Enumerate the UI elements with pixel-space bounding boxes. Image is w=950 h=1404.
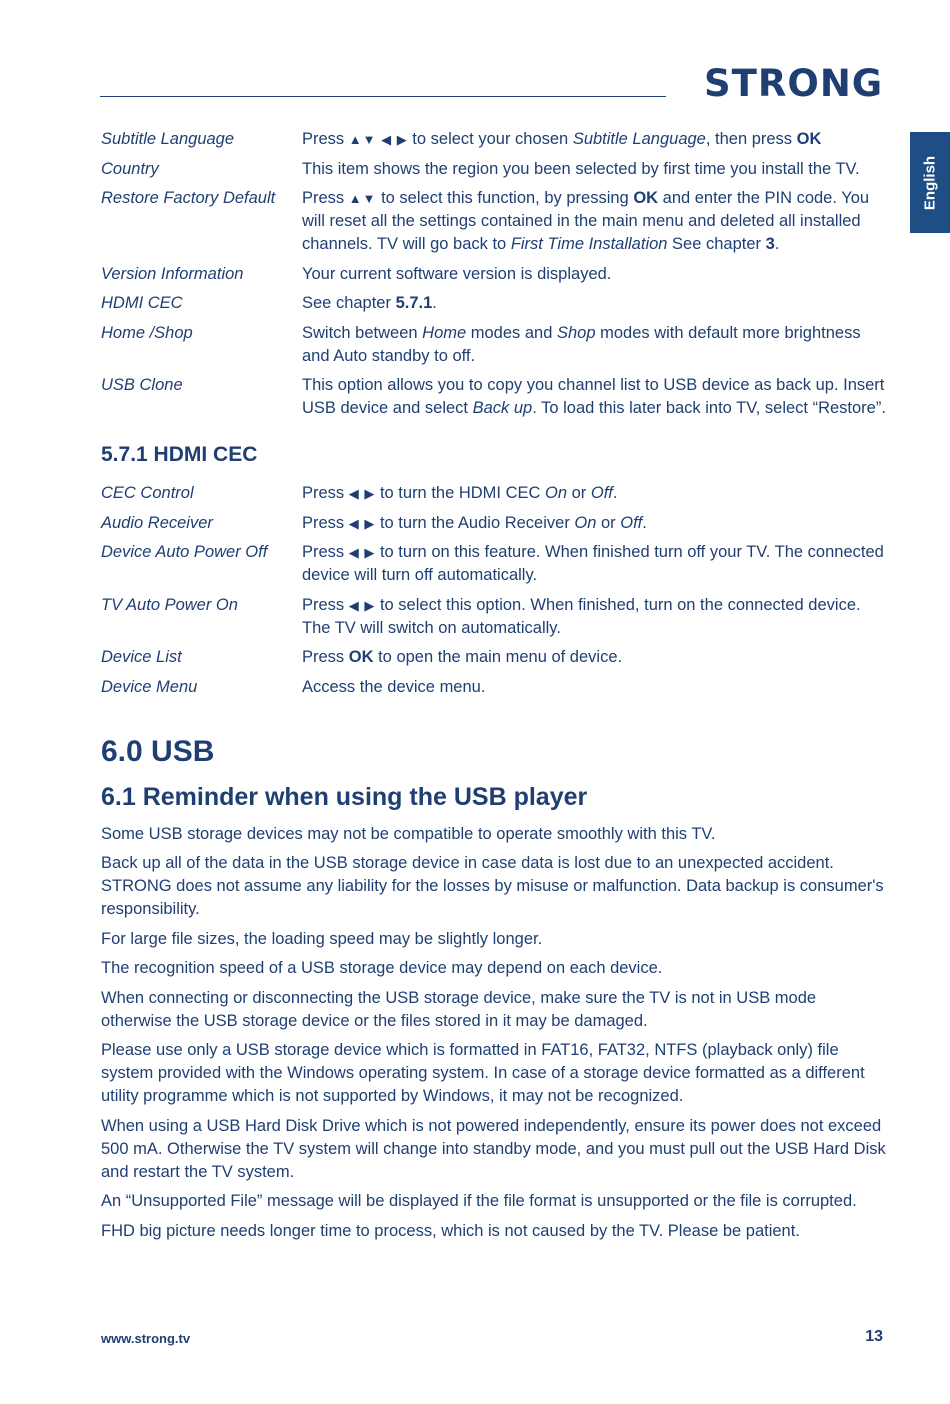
settings-list <box>101 128 886 420</box>
language-tab <box>910 132 950 233</box>
hdmi-cec-term: TV Auto Power On <box>101 595 238 614</box>
usb-paragraph: When using a USB Hard Disk Drive which is not powered independently, ensure its power does not exceed 500 mA. Otherwise the TV system will change into standby mode, and you must pull out the USB Hard Disk and restart the TV system. <box>101 1116 886 1181</box>
header-rule <box>100 96 666 97</box>
hdmi-cec-row <box>101 646 886 669</box>
hdmi-cec-description: Press ◀ ▶ to turn the HDMI CEC On or Off. <box>302 484 618 502</box>
usb-paragraph: FHD big picture needs longer time to process, which is not caused by the TV. Please be patient. <box>101 1221 800 1240</box>
setting-term: Restore Factory Default <box>101 189 276 207</box>
usb-reminder-heading: 6.1 Reminder when using the USB player <box>101 782 588 811</box>
hdmi-cec-term: CEC Control <box>101 484 194 502</box>
hdmi-cec-row <box>101 482 886 505</box>
hdmi-cec-term: Device List <box>101 648 182 666</box>
strong-logo: STRONG <box>704 62 884 105</box>
hdmi-cec-list <box>101 482 886 699</box>
usb-paragraph: For large file sizes, the loading speed may be slightly longer. <box>101 929 543 948</box>
usb-paragraph: Some USB storage devices may not be compatible to operate smoothly with this TV. <box>101 824 716 843</box>
setting-row <box>101 292 886 315</box>
hdmi-cec-row <box>101 676 886 699</box>
usb-paragraph: Please use only a USB storage device which is formatted in FAT16, FAT32, NTFS (playback only) file system provided with the Windows operating system. In case of a storage device formatted as a different utility programme which is not supported by Windows, it may not be recognized. <box>101 1041 865 1105</box>
setting-description: Press ▲▼ to select this function, by pressing OK and enter the PIN code. You will reset all the settings contained in the main menu and deleted all installed channels. TV will go back to First Time Installation See chapter 3. <box>302 189 870 253</box>
setting-row <box>101 322 886 368</box>
arrow-keys-icon: ◀ ▶ <box>348 597 376 613</box>
page-content <box>101 128 886 1249</box>
hdmi-cec-term: Audio Receiver <box>101 513 213 532</box>
setting-term: Home /Shop <box>101 323 193 342</box>
language-tab-label: English <box>921 155 939 210</box>
setting-term: Subtitle Language <box>101 130 235 148</box>
page-number: 13 <box>865 1328 883 1345</box>
setting-description: Press ▲▼ ◀ ▶ to select your chosen Subtitle Language, then press OK <box>302 130 822 148</box>
hdmi-cec-row <box>101 512 886 535</box>
usb-paragraphs <box>101 823 886 1243</box>
hdmi-cec-row <box>101 541 886 587</box>
setting-description: Your current software version is displayed. <box>302 264 612 283</box>
setting-row <box>101 158 886 181</box>
usb-paragraph: When connecting or disconnecting the USB storage device, make sure the TV is not in USB mode otherwise the USB storage device or the files stored in it may be damaged. <box>101 988 817 1030</box>
arrow-keys-icon: ◀ ▶ <box>348 545 376 560</box>
hdmi-cec-row <box>101 594 886 640</box>
setting-row <box>101 128 886 151</box>
hdmi-cec-term: Device Auto Power Off <box>101 543 268 561</box>
setting-description: See chapter 5.7.1. <box>302 294 437 312</box>
usb-paragraph: An “Unsupported File” message will be displayed if the file format is unsupported or the file is corrupted. <box>101 1192 857 1210</box>
setting-row <box>101 374 886 420</box>
hdmi-cec-description: Press ◀ ▶ to turn the Audio Receiver On or Off. <box>302 513 647 532</box>
setting-term: Version Information <box>101 264 244 283</box>
arrow-keys-icon: ◀ ▶ <box>348 515 376 531</box>
usb-paragraph: Back up all of the data in the USB storage device in case data is lost due to an unexpected accident. STRONG does not assume any liability for the losses by misuse or malfunction. Data backup is consumer's responsibility. <box>101 854 884 918</box>
setting-description: This option allows you to copy you channel list to USB device as back up. Insert USB device and select Back up. To load this later back into TV, select “Restore”. <box>302 376 886 417</box>
hdmi-cec-description: Access the device menu. <box>302 677 486 696</box>
hdmi-cec-term: Device Menu <box>101 677 198 696</box>
setting-row <box>101 187 886 256</box>
hdmi-cec-description: Press OK to open the main menu of device. <box>302 648 623 666</box>
arrow-keys-icon: ▲▼ <box>348 191 377 206</box>
arrow-keys-icon: ▲▼ ◀ ▶ <box>348 132 408 147</box>
setting-term: Country <box>101 159 159 178</box>
arrow-keys-icon: ◀ ▶ <box>348 486 376 501</box>
hdmi-cec-description: Press ◀ ▶ to turn on this feature. When finished turn off your TV. The connected device will turn off automatically. <box>302 543 884 584</box>
setting-row <box>101 263 886 286</box>
usb-paragraph: The recognition speed of a USB storage device may depend on each device. <box>101 959 663 977</box>
footer-url: www.strong.tv <box>101 1331 191 1346</box>
setting-term: USB Clone <box>101 376 183 394</box>
hdmi-cec-description: Press ◀ ▶ to select this option. When finished, turn on the connected device. The TV will switch on automatically. <box>302 595 861 637</box>
setting-description: Switch between Home modes and Shop modes with default more brightness and Auto standby to off. <box>302 323 861 365</box>
hdmi-cec-heading: 5.7.1 HDMI CEC <box>101 443 258 466</box>
usb-chapter-title: 6.0 USB <box>101 734 215 768</box>
setting-term: HDMI CEC <box>101 294 183 312</box>
setting-description: This item shows the region you been selected by first time you install the TV. <box>302 159 860 178</box>
